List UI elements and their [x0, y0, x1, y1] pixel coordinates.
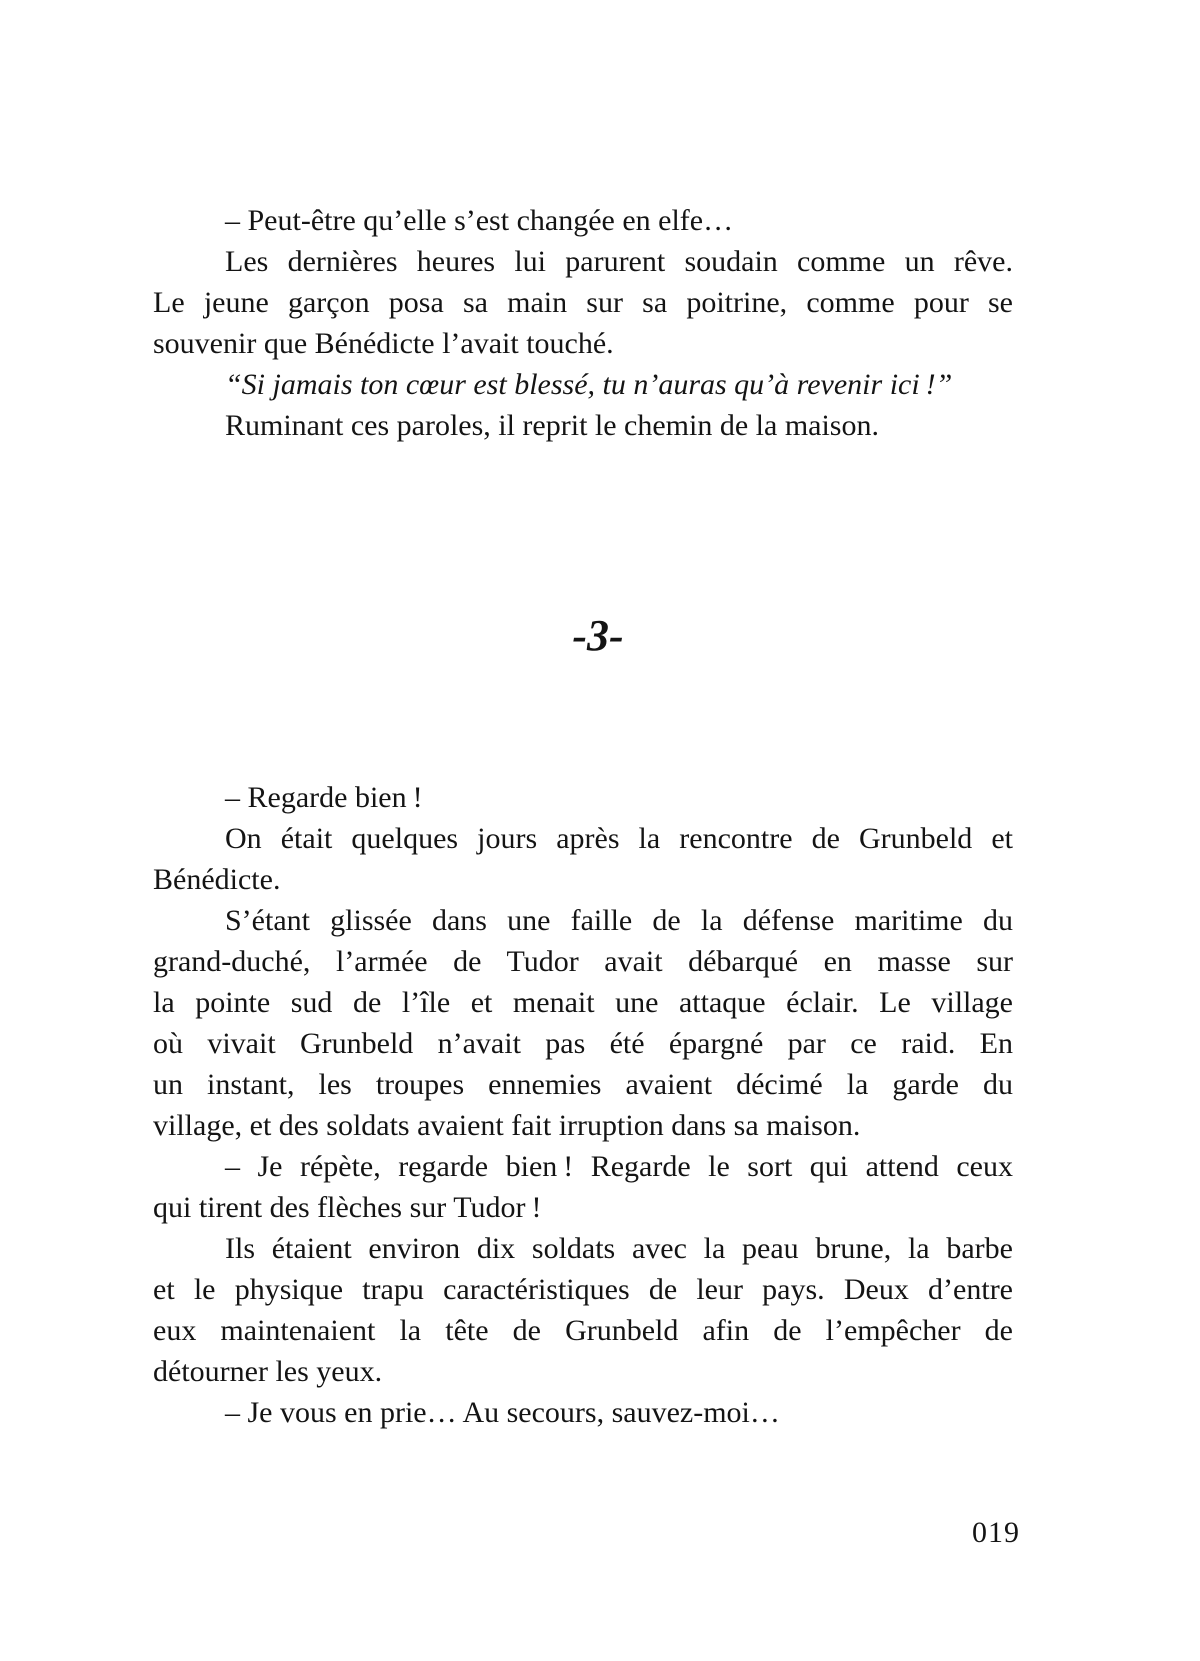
text-line: – Peut-être qu’elle s’est changée en elfe…: [225, 204, 734, 237]
paragraph: [153, 1228, 1013, 1392]
text-line: grand-duché, l’armée de Tudor avait débarqué en masse sur: [153, 945, 1013, 978]
paragraph: [153, 900, 1013, 1146]
text-line: Les dernières heures lui parurent soudain comme un rêve.: [225, 245, 1013, 278]
chapter-heading: -3-: [572, 611, 624, 660]
paragraph: [153, 818, 1013, 900]
text-line: On était quelques jours après la rencontre de Grunbeld et: [225, 822, 1013, 855]
paragraph: [153, 1392, 1013, 1433]
text-block-2: [153, 777, 1013, 1433]
text-line: la pointe sud de l’île et menait une attaque éclair. Le village: [153, 986, 1013, 1019]
text-line: Bénédicte.: [153, 863, 281, 896]
text-block-1: [153, 200, 1013, 446]
text-line: “Si jamais ton cœur est blessé, tu n’auras qu’à revenir ici !”: [225, 368, 953, 401]
text-line: et le physique trapu caractéristiques de leur pays. Deux d’entre: [153, 1273, 1013, 1306]
text-line: village, et des soldats avaient fait irruption dans sa maison.: [153, 1109, 861, 1142]
text-line: détourner les yeux.: [153, 1355, 383, 1388]
text-column: [153, 200, 1013, 1433]
text-line: Ruminant ces paroles, il reprit le chemin de la maison.: [225, 409, 879, 442]
text-line: S’étant glissée dans une faille de la défense maritime du: [225, 904, 1013, 937]
text-line: Le jeune garçon posa sa main sur sa poitrine, comme pour se: [153, 286, 1013, 319]
text-line: qui tirent des flèches sur Tudor !: [153, 1191, 542, 1224]
text-line: eux maintenaient la tête de Grunbeld afin de l’empêcher de: [153, 1314, 1013, 1347]
paragraph: [153, 777, 1013, 818]
text-line: Ils étaient environ dix soldats avec la peau brune, la barbe: [225, 1232, 1013, 1265]
page-number: 019: [972, 1516, 1020, 1549]
text-line: – Regarde bien !: [225, 781, 423, 814]
text-line: – Je vous en prie… Au secours, sauvez-moi…: [225, 1396, 780, 1429]
paragraph-italic-quote: [153, 364, 1013, 405]
paragraph: [153, 200, 1013, 241]
text-line: un instant, les troupes ennemies avaient décimé la garde du: [153, 1068, 1013, 1101]
text-line: – Je répète, regarde bien ! Regarde le sort qui attend ceux: [225, 1150, 1013, 1183]
paragraph: [153, 241, 1013, 364]
paragraph: [153, 405, 1013, 446]
text-line: où vivait Grunbeld n’avait pas été épargné par ce raid. En: [153, 1027, 1013, 1060]
text-line: souvenir que Bénédicte l’avait touché.: [153, 327, 614, 360]
paragraph: [153, 1146, 1013, 1228]
